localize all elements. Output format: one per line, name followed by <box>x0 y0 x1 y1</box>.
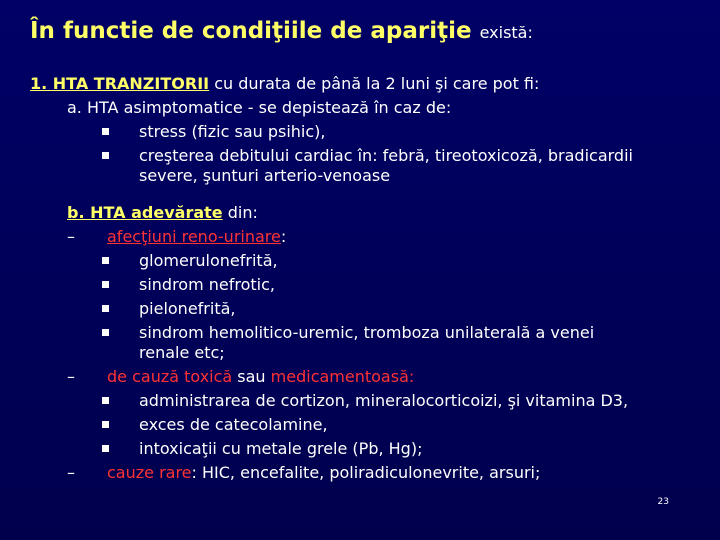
section2-heading: b. HTA adevărate <box>67 203 223 222</box>
square-bullet-icon <box>102 257 109 264</box>
dash-marker: – <box>67 227 75 246</box>
group2-item: exces de catecolamine, <box>102 415 328 435</box>
section2-heading-line <box>67 203 258 223</box>
square-bullet-icon <box>102 421 109 428</box>
square-bullet-icon <box>102 397 109 404</box>
group1-item: sindrom hemolitico-uremic, tromboza unilaterală a venei <box>102 323 594 343</box>
section1-heading-rest: cu durata de până la 2 luni şi care pot fi: <box>209 74 540 93</box>
group2-item: administrarea de cortizon, mineralocorticoizi, şi vitamina D3, <box>102 391 628 411</box>
group1-title-line: – afecţiuni reno-urinare: <box>67 227 287 246</box>
dash-marker: – <box>67 463 75 482</box>
section1-bullet-item: creşterea debitului cardiac în: febră, tireotoxicoză, bradicardii <box>102 146 633 166</box>
group2-title-red2: medicamentoasă: <box>270 367 415 386</box>
title-suffix: există: <box>479 23 533 42</box>
section1-bullet-item: stress (fizic sau psihic), <box>102 122 326 142</box>
group1-title: afecţiuni reno-urinare <box>107 227 281 246</box>
section1-sub-a: a. HTA asimptomatice - se depistează în caz de: <box>67 98 452 117</box>
square-bullet-icon <box>102 152 109 159</box>
square-bullet-icon <box>102 329 109 336</box>
group2-title-red1: de cauză toxică <box>107 367 233 386</box>
group2-title-line: – de cauză toxică sau medicamentoasă: <box>67 367 415 386</box>
square-bullet-icon <box>102 445 109 452</box>
square-bullet-icon <box>102 128 109 135</box>
section1-heading: 1. HTA TRANZITORII <box>30 74 210 93</box>
group1-item-continuation: renale etc; <box>139 343 225 362</box>
group1-item: pielonefrită, <box>102 299 235 319</box>
slide-title <box>30 18 533 44</box>
group3-line: – cauze rare: HIC, encefalite, poliradiculonevrite, arsuri; <box>67 463 541 482</box>
group1-item: sindrom nefrotic, <box>102 275 275 295</box>
dash-marker: – <box>67 367 75 386</box>
group2-item: intoxicaţii cu metale grele (Pb, Hg); <box>102 439 422 459</box>
section2-heading-rest: din: <box>222 203 258 222</box>
group3-title: cauze rare <box>107 463 192 482</box>
section1-heading-line <box>30 74 539 94</box>
page-number: 23 <box>657 497 669 507</box>
section1-bullet-continuation: severe, şunturi arterio-venoase <box>139 166 391 185</box>
square-bullet-icon <box>102 305 109 312</box>
group1-item: glomerulonefrită, <box>102 251 278 271</box>
square-bullet-icon <box>102 281 109 288</box>
title-main: În functie de condiţiile de apariţie <box>30 18 472 44</box>
